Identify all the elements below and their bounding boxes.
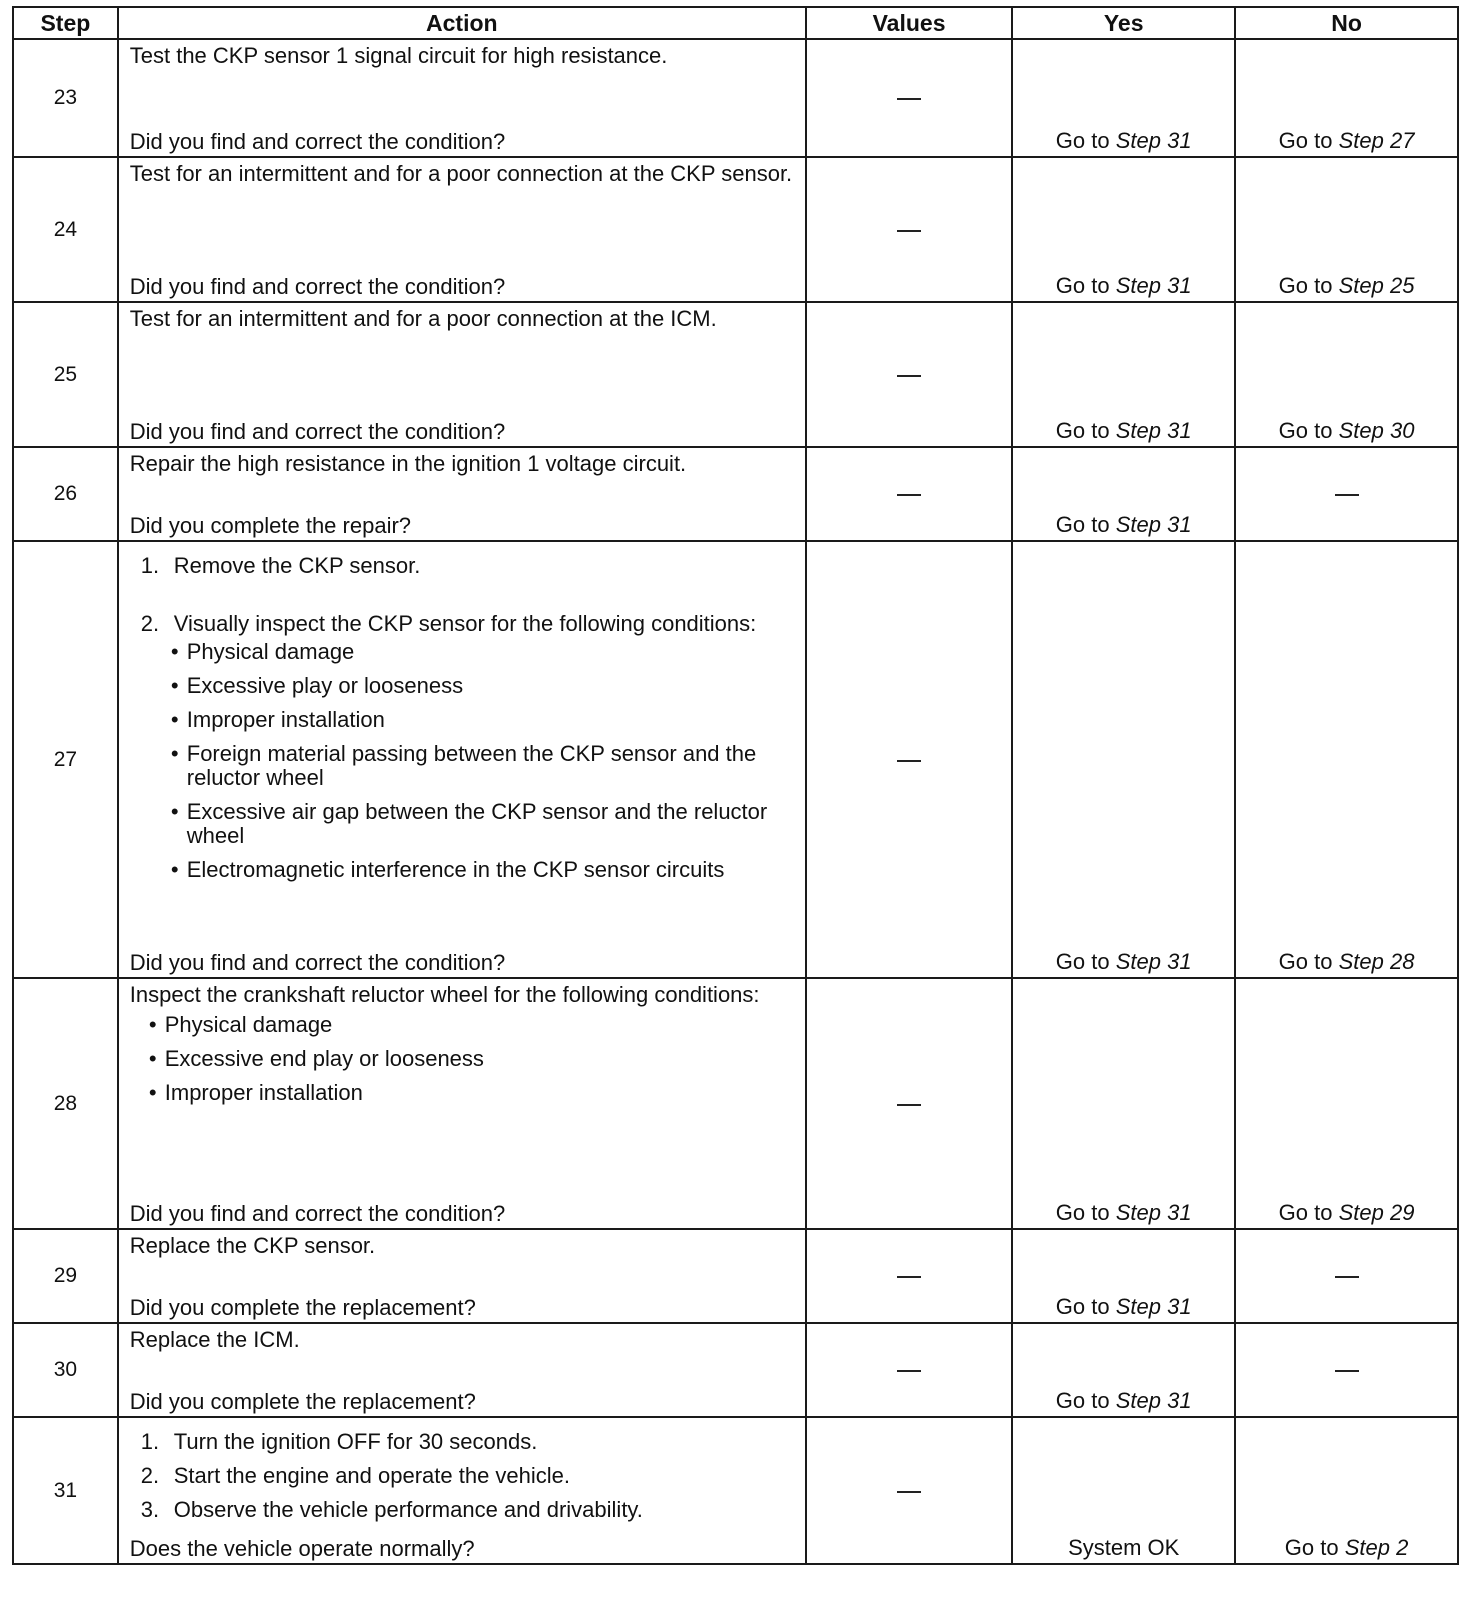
list-item: 2. Visually inspect the CKP sensor for the following conditions:	[140, 611, 757, 636]
list-item: 1. Turn the ignition OFF for 30 seconds.	[140, 1429, 538, 1454]
bullet-list	[119, 1013, 805, 1105]
no-cell	[1235, 541, 1458, 978]
table-row	[13, 1229, 1458, 1323]
step-number: 29	[13, 1229, 118, 1323]
no-prefix: Go to	[1278, 273, 1333, 298]
list-item: • Improper installation	[170, 707, 385, 732]
question-text: Does the vehicle operate normally?	[129, 1536, 475, 1561]
yes-step-link[interactable]: Step 31	[1115, 418, 1192, 443]
table-row	[13, 39, 1458, 157]
yes-step-link[interactable]: Step 31	[1115, 1200, 1192, 1225]
no-cell	[1235, 978, 1458, 1229]
action-text: Test for an intermittent and for a poor connection at the ICM.	[129, 306, 717, 331]
yes-cell	[1012, 39, 1235, 157]
yes-step-link[interactable]: Step 31	[1115, 1388, 1192, 1413]
list-item: 1. Remove the CKP sensor.	[140, 553, 421, 578]
no-cell	[1235, 1229, 1458, 1323]
list-item: 2. Start the engine and operate the vehicle.	[140, 1463, 571, 1488]
dash-mark	[1335, 494, 1359, 496]
action-cell	[118, 447, 806, 541]
question-text: Did you find and correct the condition?	[129, 1201, 506, 1226]
dash-mark	[897, 230, 921, 232]
no-prefix: Go to	[1278, 1200, 1333, 1225]
action-text: Test the CKP sensor 1 signal circuit for high resistance.	[129, 43, 668, 68]
table-row	[13, 157, 1458, 302]
step-number: 25	[13, 302, 118, 447]
header-step: Step	[13, 7, 118, 39]
action-text: Replace the ICM.	[129, 1327, 300, 1352]
values-cell	[806, 39, 1012, 157]
values-cell	[806, 1417, 1012, 1564]
values-cell	[806, 302, 1012, 447]
no-prefix: Go to	[1278, 418, 1333, 443]
action-text: Inspect the crankshaft reluctor wheel for the following conditions:	[129, 982, 760, 1007]
yes-step-link[interactable]: Step 31	[1115, 273, 1192, 298]
diagnostic-table	[12, 6, 1459, 1565]
values-cell	[806, 978, 1012, 1229]
list-item: • Excessive end play or looseness	[148, 1046, 484, 1071]
action-text: Repair the high resistance in the ignition 1 voltage circuit.	[129, 451, 687, 476]
no-step-link[interactable]: Step 30	[1338, 418, 1415, 443]
question-text: Did you find and correct the condition?	[129, 129, 506, 154]
action-cell	[118, 541, 806, 978]
list-item: • Foreign material passing between the CKP sensor and the reluctor wheel	[170, 741, 757, 790]
action-cell	[118, 157, 806, 302]
no-cell	[1235, 39, 1458, 157]
list-item: • Excessive play or looseness	[170, 673, 464, 698]
list-item: • Excessive air gap between the CKP sensor and the reluctor wheel	[170, 799, 768, 848]
yes-prefix: Go to	[1055, 128, 1110, 153]
dash-mark	[897, 760, 921, 762]
no-prefix: Go to	[1278, 128, 1333, 153]
header-no: No	[1235, 7, 1458, 39]
values-cell	[806, 541, 1012, 978]
bullet-list	[119, 640, 805, 882]
action-cell	[118, 1323, 806, 1417]
yes-step-link[interactable]: Step 31	[1115, 512, 1192, 537]
header-yes: Yes	[1012, 7, 1235, 39]
no-cell	[1235, 447, 1458, 541]
yes-prefix: Go to	[1055, 273, 1110, 298]
yes-step-link[interactable]: Step 31	[1115, 128, 1192, 153]
table-row	[13, 447, 1458, 541]
yes-cell	[1012, 978, 1235, 1229]
yes-prefix: Go to	[1055, 418, 1110, 443]
dash-mark	[1335, 1276, 1359, 1278]
table-row	[13, 978, 1458, 1229]
numbered-list	[119, 1430, 805, 1522]
no-cell	[1235, 1323, 1458, 1417]
step-number: 27	[13, 541, 118, 978]
dash-mark	[897, 1276, 921, 1278]
yes-cell	[1012, 157, 1235, 302]
dash-mark	[897, 375, 921, 377]
dash-mark	[897, 98, 921, 100]
no-cell	[1235, 1417, 1458, 1564]
values-cell	[806, 447, 1012, 541]
step-number: 26	[13, 447, 118, 541]
action-text: Test for an intermittent and for a poor connection at the CKP sensor.	[129, 161, 793, 186]
question-text: Did you complete the repair?	[129, 513, 412, 538]
yes-cell	[1012, 1323, 1235, 1417]
yes-step-link[interactable]: Step 31	[1115, 949, 1192, 974]
yes-prefix: Go to	[1055, 1294, 1110, 1319]
list-item: • Improper installation	[148, 1080, 363, 1105]
table-row	[13, 302, 1458, 447]
action-cell	[118, 1229, 806, 1323]
yes-prefix: Go to	[1055, 512, 1110, 537]
header-values: Values	[806, 7, 1012, 39]
yes-cell	[1012, 1417, 1235, 1564]
list-item: • Electromagnetic interference in the CKP sensor circuits	[170, 857, 725, 882]
question-text: Did you find and correct the condition?	[129, 419, 506, 444]
table-row	[13, 1417, 1458, 1564]
table-row	[13, 1323, 1458, 1417]
question-text: Did you find and correct the condition?	[129, 274, 506, 299]
dash-mark	[897, 1491, 921, 1493]
yes-cell	[1012, 447, 1235, 541]
values-cell	[806, 1229, 1012, 1323]
action-cell	[118, 302, 806, 447]
yes-cell	[1012, 302, 1235, 447]
system-ok-text: System OK	[1068, 1535, 1180, 1560]
list-item: • Physical damage	[170, 639, 355, 664]
dash-mark	[897, 1370, 921, 1372]
question-text: Did you complete the replacement?	[129, 1295, 476, 1320]
dash-mark	[897, 494, 921, 496]
yes-step-link[interactable]: Step 31	[1115, 1294, 1192, 1319]
step-number: 30	[13, 1323, 118, 1417]
yes-prefix: Go to	[1055, 1388, 1110, 1413]
yes-prefix: Go to	[1055, 1200, 1110, 1225]
action-cell	[118, 1417, 806, 1564]
step-number: 31	[13, 1417, 118, 1564]
no-prefix: Go to	[1284, 1535, 1339, 1560]
step-number: 28	[13, 978, 118, 1229]
no-cell	[1235, 302, 1458, 447]
dash-mark	[1335, 1370, 1359, 1372]
header-action: Action	[118, 7, 806, 39]
header-row	[13, 7, 1458, 39]
yes-cell	[1012, 1229, 1235, 1323]
yes-prefix: Go to	[1055, 949, 1110, 974]
no-step-link[interactable]: Step 2	[1344, 1535, 1409, 1560]
action-cell	[118, 978, 806, 1229]
question-text: Did you complete the replacement?	[129, 1389, 476, 1414]
no-step-link[interactable]: Step 27	[1338, 128, 1415, 153]
no-step-link[interactable]: Step 25	[1338, 273, 1415, 298]
list-item: • Physical damage	[148, 1012, 333, 1037]
numbered-list	[119, 554, 805, 636]
values-cell	[806, 157, 1012, 302]
action-cell	[118, 39, 806, 157]
no-cell	[1235, 157, 1458, 302]
dash-mark	[897, 1104, 921, 1106]
list-item: 3. Observe the vehicle performance and drivability.	[140, 1497, 643, 1522]
values-cell	[806, 1323, 1012, 1417]
step-number: 24	[13, 157, 118, 302]
question-text: Did you find and correct the condition?	[129, 950, 506, 975]
table-row	[13, 541, 1458, 978]
no-step-link[interactable]: Step 29	[1338, 1200, 1415, 1225]
no-prefix: Go to	[1278, 949, 1333, 974]
step-number: 23	[13, 39, 118, 157]
no-step-link[interactable]: Step 28	[1338, 949, 1415, 974]
action-text: Replace the CKP sensor.	[129, 1233, 376, 1258]
yes-cell	[1012, 541, 1235, 978]
